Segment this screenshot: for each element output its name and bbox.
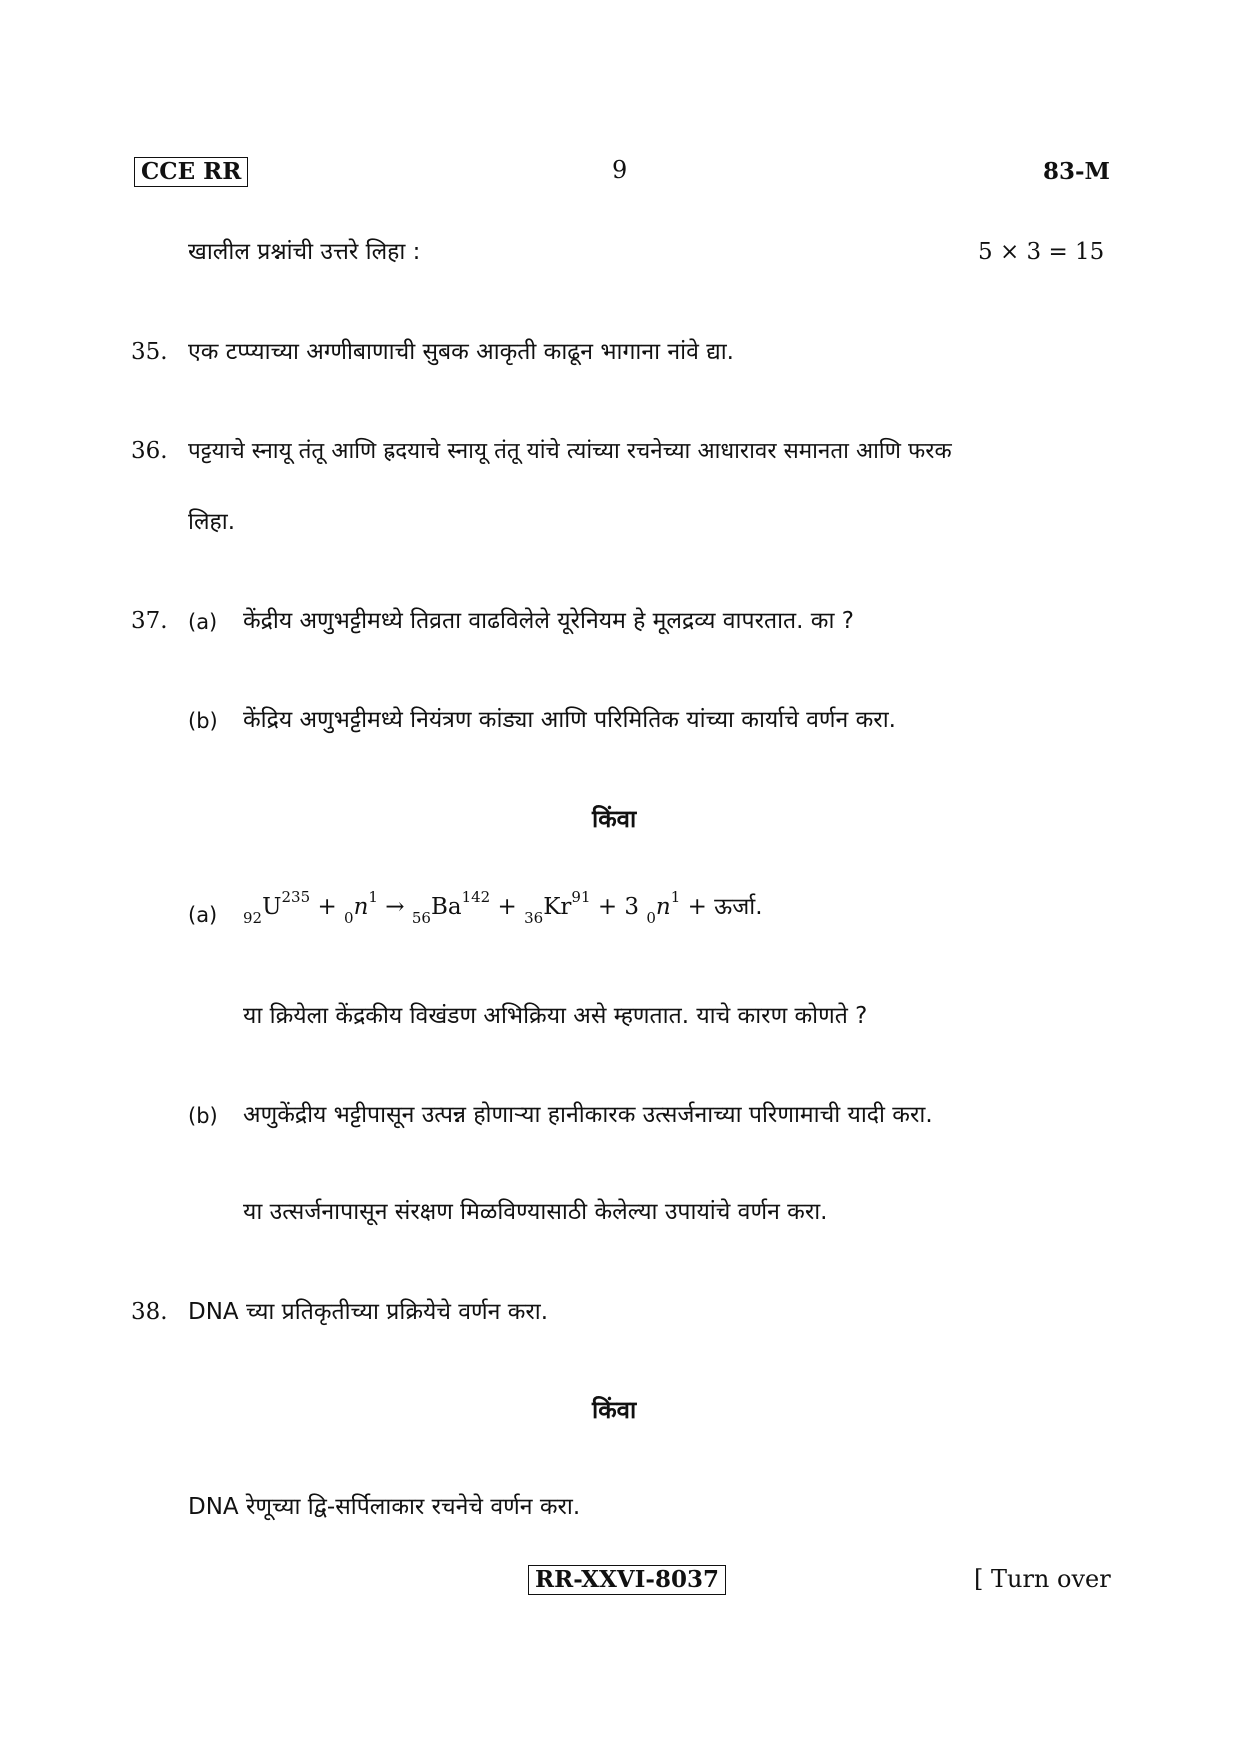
instruction-marks: 5 × 3 = 15 bbox=[978, 239, 1105, 265]
question-37a-label: (a) bbox=[188, 610, 218, 634]
question-38-number: 38. bbox=[131, 1299, 168, 1325]
question-37-alt-a-label: (a) bbox=[188, 903, 218, 927]
barium-mass-number: 142 bbox=[461, 888, 491, 906]
krypton-atomic-number: 36 bbox=[524, 909, 544, 927]
question-36-text-line2: लिहा. bbox=[188, 509, 236, 535]
question-37-alt-b-label: (b) bbox=[188, 1104, 218, 1128]
plus-sign: + bbox=[497, 894, 517, 920]
or-divider-q38: किंवा bbox=[592, 1396, 637, 1424]
question-38-alt-text: DNA रेणूच्या द्वि-सर्पिलाकार रचनेचे वर्णन करा. bbox=[188, 1494, 581, 1520]
question-36-text-line1: पट्टयाचे स्नायू तंतू आणि ह्रदयाचे स्नायू तंतू यांचे त्यांच्या रचनेच्या आधारावर समानता आणि फरक bbox=[188, 438, 952, 464]
question-37-alt-a-text: या क्रियेला केंद्रकीय विखंडण अभिक्रिया असे म्हणतात. याचे कारण कोणते ? bbox=[243, 1003, 868, 1029]
barium-atomic-number: 56 bbox=[411, 909, 431, 927]
question-37-number: 37. bbox=[131, 608, 168, 634]
neutron-mass-number: 1 bbox=[368, 888, 378, 906]
question-35-number: 35. bbox=[131, 339, 168, 365]
question-37a-text: केंद्रीय अणुभट्टीमध्ये तिव्रता वाढविलेले यूरेनियम हे मूलद्रव्य वापरतात. का ? bbox=[243, 608, 854, 634]
or-divider-q37: किंवा bbox=[592, 805, 637, 833]
fission-equation bbox=[243, 888, 763, 927]
question-35-text: एक टप्प्याच्या अग्णीबाणाची सुबक आकृती काढून भागाना नांवे द्या. bbox=[188, 339, 734, 365]
plus-sign: + bbox=[317, 894, 337, 920]
uranium-symbol: U bbox=[262, 894, 282, 920]
instruction-text: खालील प्रश्नांची उत्तरे लिहा : bbox=[188, 239, 421, 265]
neutron2-symbol: n bbox=[655, 894, 671, 920]
krypton-mass-number: 91 bbox=[571, 888, 591, 906]
uranium-atomic-number: 92 bbox=[243, 909, 263, 927]
krypton-symbol: Kr bbox=[543, 894, 572, 920]
question-37b-text: केंद्रिय अणुभट्टीमध्ये नियंत्रण कांड्या आणि परिमितिक यांच्या कार्याचे वर्णन करा. bbox=[243, 707, 896, 733]
neutron-atomic-number: 0 bbox=[344, 909, 354, 927]
reaction-arrow: → bbox=[385, 894, 405, 920]
header-box-cce-rr: CCE RR bbox=[134, 157, 248, 187]
page-number: 9 bbox=[612, 156, 628, 184]
question-37-alt-b-text1: अणुकेंद्रीय भट्टीपासून उत्पन्न होणाऱ्या हानीकारक उत्सर्जनाच्या परिणामाची यादी करा. bbox=[243, 1102, 933, 1128]
uranium-mass-number: 235 bbox=[281, 888, 311, 906]
question-38-text: DNA च्या प्रतिकृतीच्या प्रक्रियेचे वर्णन करा. bbox=[188, 1299, 549, 1325]
paper-code: 83-M bbox=[1043, 158, 1111, 185]
neutron2-mass-number: 1 bbox=[670, 888, 681, 906]
plus-sign: + bbox=[687, 894, 707, 920]
question-36-number: 36. bbox=[131, 438, 168, 464]
footer-paper-code: RR-XXVI-8037 bbox=[528, 1565, 726, 1595]
neutron-symbol: n bbox=[353, 894, 369, 920]
plus-three: + 3 bbox=[597, 894, 640, 920]
barium-symbol: Ba bbox=[430, 894, 462, 920]
turn-over-text: [ Turn over bbox=[974, 1565, 1111, 1593]
energy-word: ऊर्जा. bbox=[714, 894, 763, 920]
question-37-alt-b-text2: या उत्सर्जनापासून संरक्षण मिळविण्यासाठी केलेल्या उपायांचे वर्णन करा. bbox=[243, 1199, 828, 1225]
question-37b-label: (b) bbox=[188, 709, 218, 733]
neutron2-atomic-number: 0 bbox=[646, 909, 656, 927]
